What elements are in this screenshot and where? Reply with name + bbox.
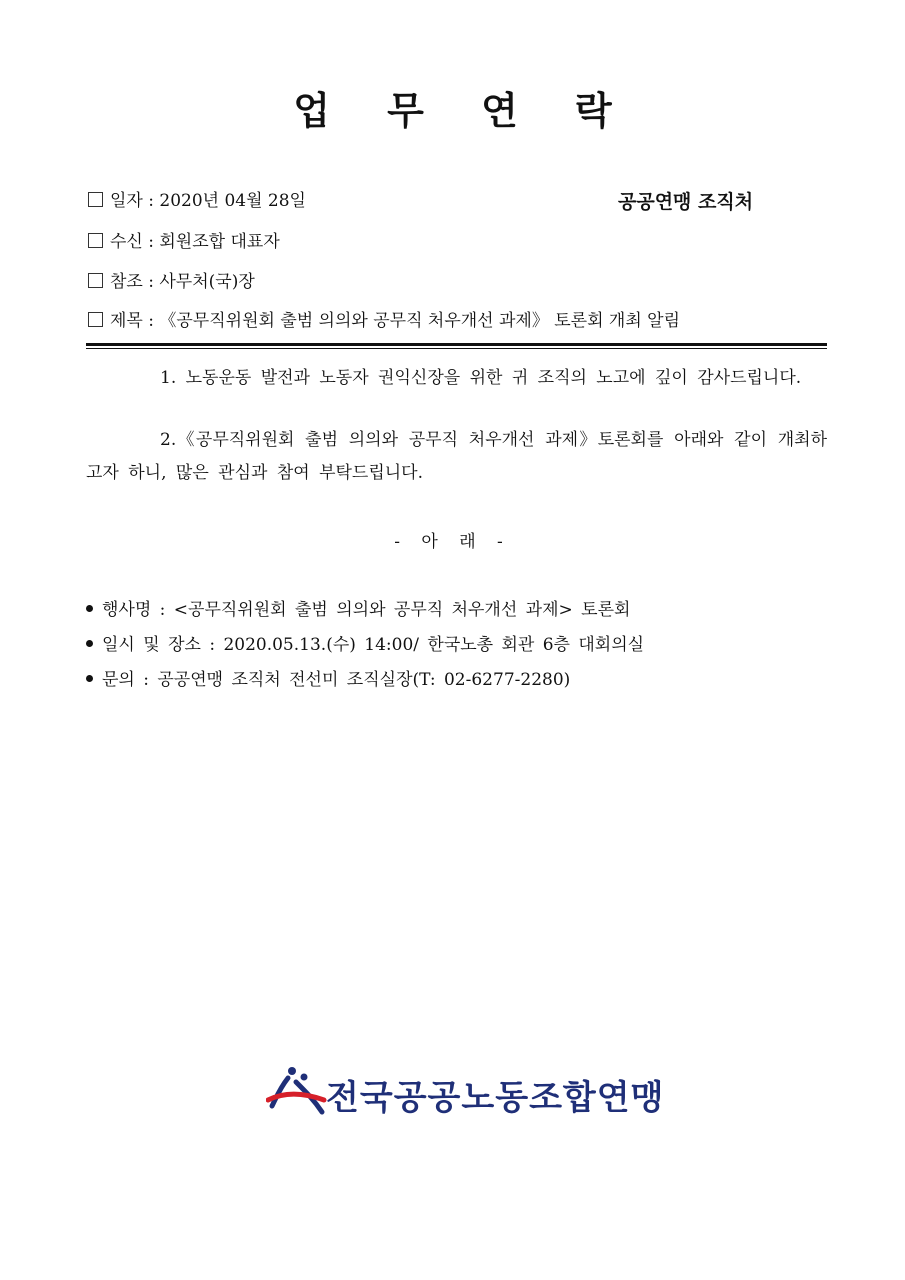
- meta-recipient: [88, 230, 280, 254]
- meta-reference-text: 참조 : 사무처(국)장: [110, 272, 255, 292]
- meta-subject-text: 제목 : 《공무직위원회 출범 의의와 공무직 처우개선 과제》 토론회 개최 알림: [110, 311, 681, 331]
- checkbox-square-icon: [88, 192, 103, 207]
- meta-subject: [88, 309, 680, 333]
- divider-thin: [86, 348, 827, 349]
- bullet-dot-icon: [86, 675, 93, 682]
- bullet-event: [86, 597, 630, 623]
- bullet-schedule-text: 일시 및 장소 : 2020.05.13.(수) 14:00/ 한국노총 회관 6층 대회의실: [102, 635, 645, 655]
- checkbox-square-icon: [88, 273, 103, 288]
- meta-recipient-text: 수신 : 회원조합 대표자: [110, 232, 280, 252]
- meta-reference: [88, 270, 255, 294]
- meta-date-text: 일자 : 2020년 04월 28일: [110, 191, 306, 211]
- paragraph-2: [86, 424, 827, 490]
- paragraph-1-text: 1. 노동운동 발전과 노동자 권익신장을 위한 귀 조직의 노고에 깊이 감사드립니다.: [160, 368, 802, 388]
- union-logo-text: 전국공공노동조합연맹: [326, 1078, 665, 1118]
- paragraph-2-text: 2.《공무직위원회 출범 의의와 공무직 처우개선 과제》토론회를 아래와 같이 개최하고자 하니, 많은 관심과 참여 부탁드립니다.: [86, 430, 827, 483]
- checkbox-square-icon: [88, 312, 103, 327]
- divider-thick: [86, 343, 827, 346]
- bullet-schedule: [86, 632, 644, 658]
- bullet-event-text: 행사명 : <공무직위원회 출범 의의와 공무직 처우개선 과제> 토론회: [102, 600, 631, 620]
- bullet-dot-icon: [86, 605, 93, 612]
- bullet-contact: [86, 667, 570, 693]
- meta-date: [88, 189, 306, 213]
- below-label: - 아 래 -: [394, 532, 511, 552]
- checkbox-square-icon: [88, 233, 103, 248]
- paragraph-1: [86, 362, 827, 395]
- sender: 공공연맹 조직처: [618, 191, 754, 213]
- union-emblem-icon: [266, 1062, 328, 1118]
- document-title: 업 무 연 락: [293, 88, 634, 133]
- bullet-contact-text: 문의 : 공공연맹 조직처 전선미 조직실장(T: 02-6277-2280): [102, 670, 571, 690]
- bullet-dot-icon: [86, 640, 93, 647]
- union-logo: [266, 1062, 666, 1122]
